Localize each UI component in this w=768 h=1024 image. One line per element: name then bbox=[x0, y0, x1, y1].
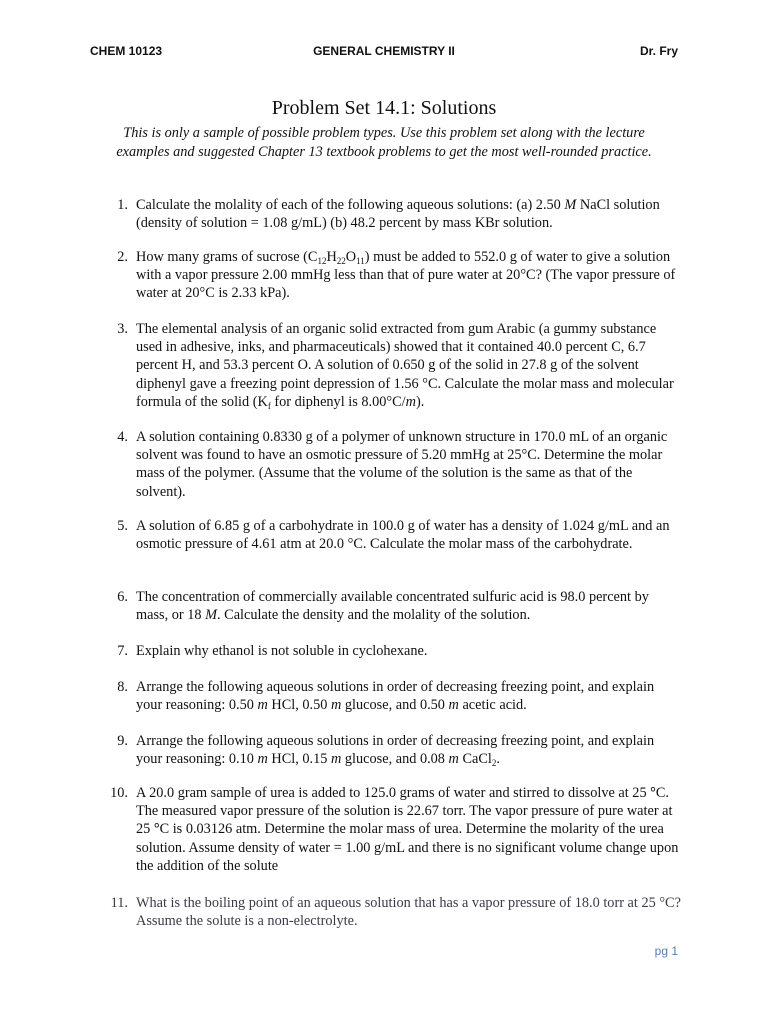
problem-item bbox=[117, 732, 683, 769]
problem-number: 3. bbox=[117, 321, 128, 337]
problem-text: A solution containing 0.8330 g of a polymer of unknown structure in 170.0 mL of an organic solvent was found to have an osmotic pressure of 5.20 mmHg at 25°C. Determine the molar mass of the polymer. (Assume that the volume of the solution is the same as that of the solvent). bbox=[136, 429, 668, 500]
problem-text: Explain why ethanol is not soluble in cyclohexane. bbox=[136, 643, 428, 659]
problem-text: Calculate the molality of each of the following aqueous solutions: (a) 2.50 M NaCl solution (density of solution = 1.08 g/mL) (b) 48.2 percent by mass KBr solution. bbox=[136, 197, 660, 232]
problem-item bbox=[110, 784, 683, 875]
course-subject: GENERAL CHEMISTRY II bbox=[313, 44, 455, 58]
problem-number: 5. bbox=[117, 518, 128, 534]
problem-number: 9. bbox=[117, 733, 128, 749]
problem-item bbox=[117, 196, 683, 232]
problem-item bbox=[117, 678, 683, 714]
problem-item bbox=[117, 642, 683, 660]
problem-number: 1. bbox=[117, 197, 128, 213]
page-number: pg 1 bbox=[654, 944, 678, 958]
page-title: Problem Set 14.1: Solutions bbox=[271, 97, 497, 119]
problem-text: A 20.0 gram sample of urea is added to 125.0 grams of water and stirred to dissolve at 25 °C. The measured vapor pressure of the solution is 22.67 torr. The vapor pressure of pure water at 25 °C is 0.03126 atm. Determine the molar mass of urea. Determine the molarity of the urea solution. Assume density of water = 1.00 g/mL and there is no significant volume change upon the addition of the solute bbox=[136, 785, 679, 874]
course-code: CHEM 10123 bbox=[90, 44, 163, 58]
intro-text: This is only a sample of possible problem types. Use this problem set along with the lecture examples and suggested Chapter 13 textbook problems to get the most well-rounded practice. bbox=[116, 125, 652, 160]
problem-item bbox=[117, 517, 683, 553]
problem-item bbox=[110, 894, 683, 930]
problem-number: 10. bbox=[110, 785, 128, 801]
problem-number: 4. bbox=[117, 429, 128, 445]
problem-number: 2. bbox=[117, 249, 128, 265]
problem-text: Arrange the following aqueous solutions in order of decreasing freezing point, and explain your reasoning: 0.10 m HCl, 0.15 m glucose, and 0.08 m CaCl$_2$. bbox=[136, 733, 655, 769]
instructor-name: Dr. Fry bbox=[639, 44, 678, 58]
problem-item bbox=[117, 320, 683, 411]
page-header bbox=[90, 44, 678, 64]
problem-text: The elemental analysis of an organic solid extracted from gum Arabic (a gummy substance used in adhesive, inks, and pharmaceuticals) showed that it contained 40.0 percent C, 6.7 percent H, and 53.3 percent O. A solution of 0.650 g of the solid in 27.8 g of the solvent diphenyl gave a freezing point depression of 1.56 °C. Calculate the molar mass and molecular formula of the solid ($K_f$ for diphenyl is 8.00°C/m). bbox=[136, 321, 674, 411]
problem-text: The concentration of commercially available concentrated sulfuric acid is 98.0 percent by mass, or 18 M. Calculate the density and the molality of the solution. bbox=[136, 589, 649, 624]
problem-item bbox=[117, 428, 683, 501]
problem-item bbox=[117, 248, 683, 303]
problem-number: 11. bbox=[110, 895, 128, 911]
problem-text: Arrange the following aqueous solutions in order of decreasing freezing point, and explain your reasoning: 0.50 m HCl, 0.50 m glucose, and 0.50 m acetic acid. bbox=[136, 679, 655, 714]
problem-text: A solution of 6.85 g of a carbohydrate in 100.0 g of water has a density of 1.024 g/mL and an osmotic pressure of 4.61 atm at 20.0 °C. Calculate the molar mass of the carbohydrate. bbox=[136, 518, 670, 553]
problem-text: How many grams of sucrose $(C_{12}H_{22}O_{11})$ must be added to 552.0 g of water to give a solution with a vapor pressure 2.00 mmHg less than that of pure water at 20°C? (The vapor pressure of water at 20°C is 2.33 kPa). bbox=[136, 249, 676, 302]
problem-number: 8. bbox=[117, 679, 128, 695]
problem-number: 7. bbox=[117, 643, 128, 659]
problem-text: What is the boiling point of an aqueous solution that has a vapor pressure of 18.0 torr at 25 °C? Assume the solute is a non-electrolyte. bbox=[136, 895, 681, 930]
problem-number: 6. bbox=[117, 589, 128, 605]
problem-item bbox=[117, 588, 683, 624]
